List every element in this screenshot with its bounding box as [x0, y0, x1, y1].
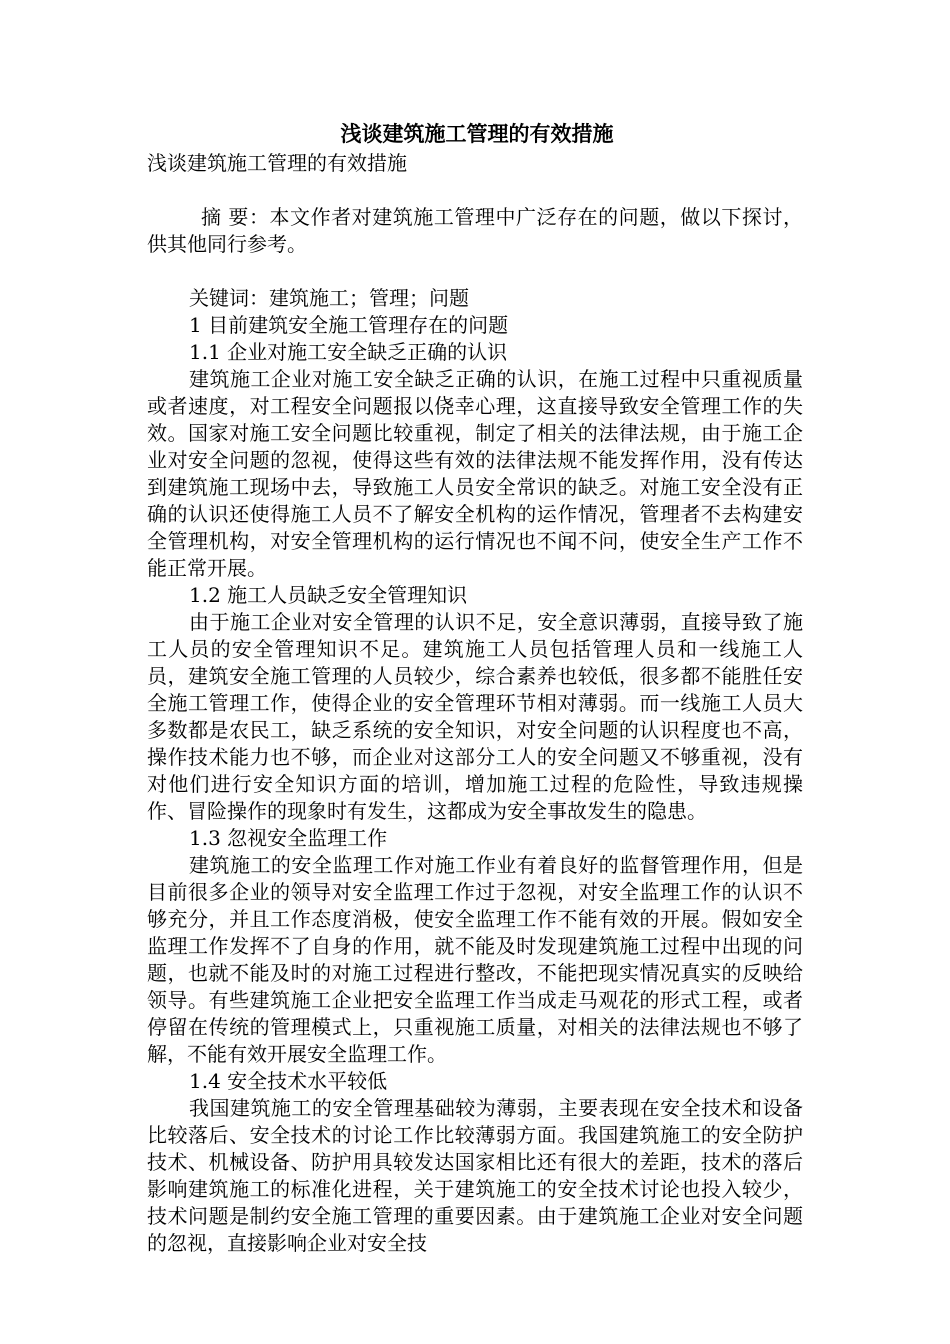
- abstract-paragraph: 摘 要：本文作者对建筑施工管理中广泛存在的问题，做以下探讨，供其他同行参考。: [147, 205, 803, 256]
- section-1-1-heading: 1.1 企业对施工安全缺乏正确的认识: [189, 340, 508, 364]
- section-1-2-heading: 1.2 施工人员缺乏安全管理知识: [189, 583, 468, 607]
- section-1-4-heading: 1.4 安全技术水平较低: [189, 1069, 388, 1093]
- section-1-2-paragraph: 由于施工企业对安全管理的认识不足，安全意识薄弱，直接导致了施工人员的安全管理知识不足。建筑施工人员包括管理人员和一线施工人员，建筑安全施工管理的人员较少，综合素养也较低，很多都不能胜任安全施工管理工作，使得企业的安全管理环节相对薄弱。而一线施工人员大多数都是农民工，缺乏系统的安全知识，对安全问题的认识程度也不高，操作技术能力也不够，而企业对这部分工人的安全问题又不够重视，没有对他们进行安全知识方面的培训，增加施工过程的危险性，导致违规操作、冒险操作的现象时有发生，这都成为安全事故发生的隐患。: [147, 610, 803, 823]
- document-title: 浅谈建筑施工管理的有效措施: [340, 121, 614, 146]
- section-1-heading: 1 目前建筑安全施工管理存在的问题: [189, 313, 509, 337]
- document-page: [147, 120, 803, 1257]
- section-1-4-paragraph: 我国建筑施工的安全管理基础较为薄弱，主要表现在安全技术和设备比较落后、安全技术的讨论工作比较薄弱方面。我国建筑施工的安全防护技术、机械设备、防护用具较发达国家相比还有很大的差距，技术的落后影响建筑施工的标准化进程，关于建筑施工的安全技术讨论也投入较少，技术问题是制约安全施工管理的重要因素。由于建筑施工企业对安全问题的忽视，直接影响企业对安全技: [147, 1096, 803, 1255]
- section-1-1-paragraph: 建筑施工企业对施工安全缺乏正确的认识，在施工过程中只重视质量或者速度，对工程安全问题报以侥幸心理，这直接导致安全管理工作的失效。国家对施工安全问题比较重视，制定了相关的法律法规，由于施工企业对安全问题的忽视，使得这些有效的法律法规不能发挥作用，没有传达到建筑施工现场中去，导致施工人员安全常识的缺乏。对施工安全没有正确的认识还使得施工人员不了解安全机构的运作情况，管理者不去构建安全管理机构，对安全管理机构的运行情况也不闻不问，使安全生产工作不能正常开展。: [147, 367, 803, 580]
- section-1-3-paragraph: 建筑施工的安全监理工作对施工作业有着良好的监督管理作用，但是目前很多企业的领导对安全监理工作过于忽视，对安全监理工作的认识不够充分，并且工作态度消极，使安全监理工作不能有效的开展。假如安全监理工作发挥不了自身的作用，就不能及时发现建筑施工过程中出现的问题，也就不能及时的对施工过程进行整改，不能把现实情况真实的反映给领导。有些建筑施工企业把安全监理工作当成走马观花的形式工程，或者停留在传统的管理模式上，只重视施工质量，对相关的法律法规也不够了解，不能有效开展安全监理工作。: [147, 853, 803, 1066]
- section-1-3-heading: 1.3 忽视安全监理工作: [189, 826, 388, 850]
- document-subtitle: 浅谈建筑施工管理的有效措施: [147, 151, 407, 175]
- keywords-line: 关键词：建筑施工；管理；问题: [189, 286, 469, 310]
